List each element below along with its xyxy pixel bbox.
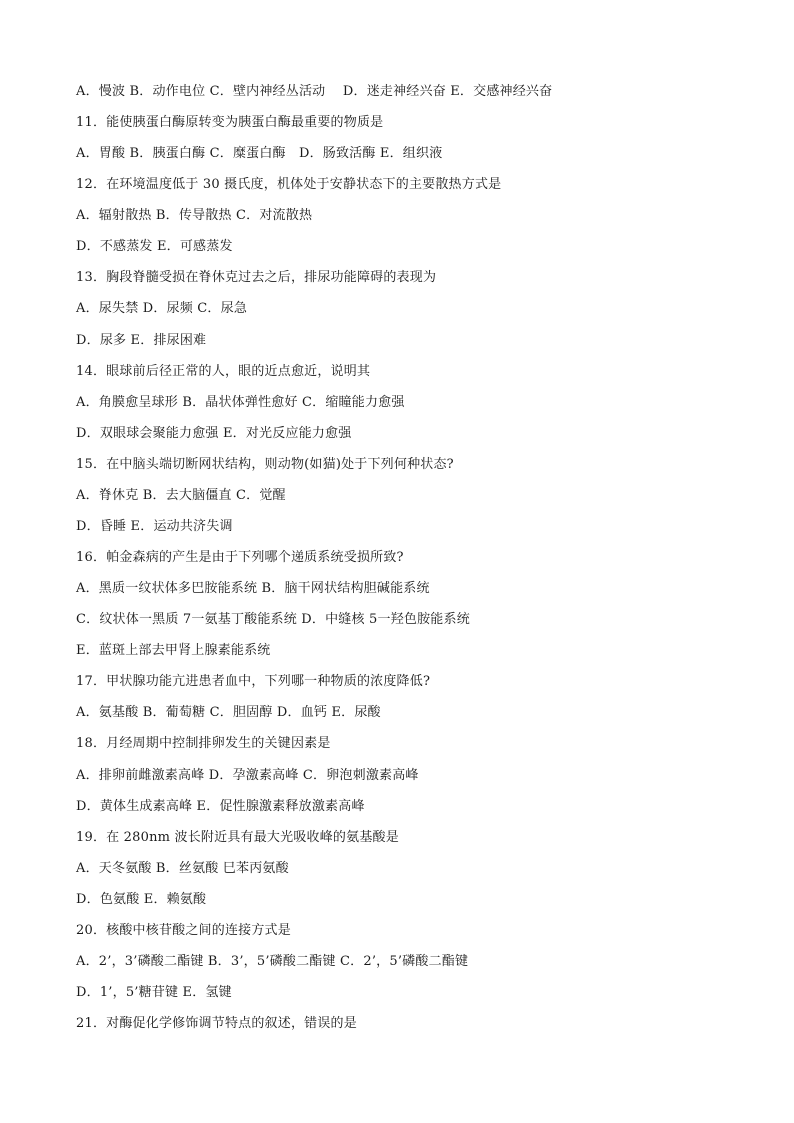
text-line: 20．核酸中核苷酸之间的连接方式是 [76,923,291,938]
text-line: C．纹状体一黑质 7一氨基丁酸能系统 D．中缝核 5一羟色胺能系统 [76,612,470,627]
text-line: A．天冬氨酸 B．丝氨酸 巳苯丙氨酸 [76,861,289,876]
text-line: A．排卵前雌激素高峰 D．孕激素高峰 C．卵泡刺激素高峰 [76,768,419,783]
text-line: D．双眼球会聚能力愈强 E．对光反应能力愈强 [76,426,352,441]
text-line: 11．能使胰蛋白酶原转变为胰蛋白酶最重要的物质是 [76,115,384,130]
text-line: 18．月经周期中控制排卵发生的关键因素是 [76,736,331,751]
text-line: D．黄体生成素高峰 E．促性腺激素释放激素高峰 [76,799,365,814]
text-line: 12．在环境温度低于 30 摄氏度，机体处于安静状态下的主要散热方式是 [76,177,502,192]
text-line: 13．胸段脊髓受损在脊休克过去之后，排尿功能障碍的表现为 [76,270,437,285]
text-line: A．慢波 B．动作电位 C．壁内神经丛活动 D．迷走神经兴奋 E．交感神经兴奋 [76,84,553,99]
text-line: A．尿失禁 D．尿频 C．尿急 [76,301,248,316]
text-line: A．黑质一纹状体多巴胺能系统 B．脑干网状结构胆碱能系统 [76,581,430,596]
text-line: 16．帕金森病的产生是由于下列哪个递质系统受损所致? [76,550,404,565]
text-line: 15．在中脑头端切断网状结构，则动物(如猫)处于下列何种状态? [76,457,454,472]
text-line: 19．在 280nm 波长附近具有最大光吸收峰的氨基酸是 [76,830,399,845]
text-line: A．辐射散热 B．传导散热 C．对流散热 [76,208,313,223]
text-line: D．不感蒸发 E．可感蒸发 [76,239,233,254]
text-line: A．胃酸 B．胰蛋白酶 C．糜蛋白酶 D．肠致活酶 E．组织液 [76,146,443,161]
text-line: D．尿多 E．排尿困难 [76,333,207,348]
text-line: A．氨基酸 B．葡萄糖 C．胆固醇 D．血钙 E．尿酸 [76,705,381,720]
text-line: D．色氨酸 E．赖氨酸 [76,892,207,907]
text-line: 17．甲状腺功能亢进患者血中，下列哪一种物质的浓度降低? [76,674,431,689]
text-line: 14．眼球前后径正常的人，眼的近点愈近，说明其 [76,364,371,379]
text-line: A．脊休克 B．去大脑僵直 C．觉醒 [76,488,286,503]
text-line: A．角膜愈呈球形 B．晶状体弹性愈好 C．缩瞳能力愈强 [76,395,405,410]
text-line: D．昏睡 E．运动共济失调 [76,519,233,534]
text-line: D．1’，5’糖苷键 E．氢键 [76,985,232,1000]
text-line: A．2’，3’磷酸二酯键 B．3’，5’磷酸二酯键 C．2’，5’磷酸二酯键 [76,954,469,969]
text-line: E．蓝斑上部去甲肾上腺素能系统 [76,643,271,658]
text-line: 21．对酶促化学修饰调节特点的叙述，错误的是 [76,1016,357,1031]
